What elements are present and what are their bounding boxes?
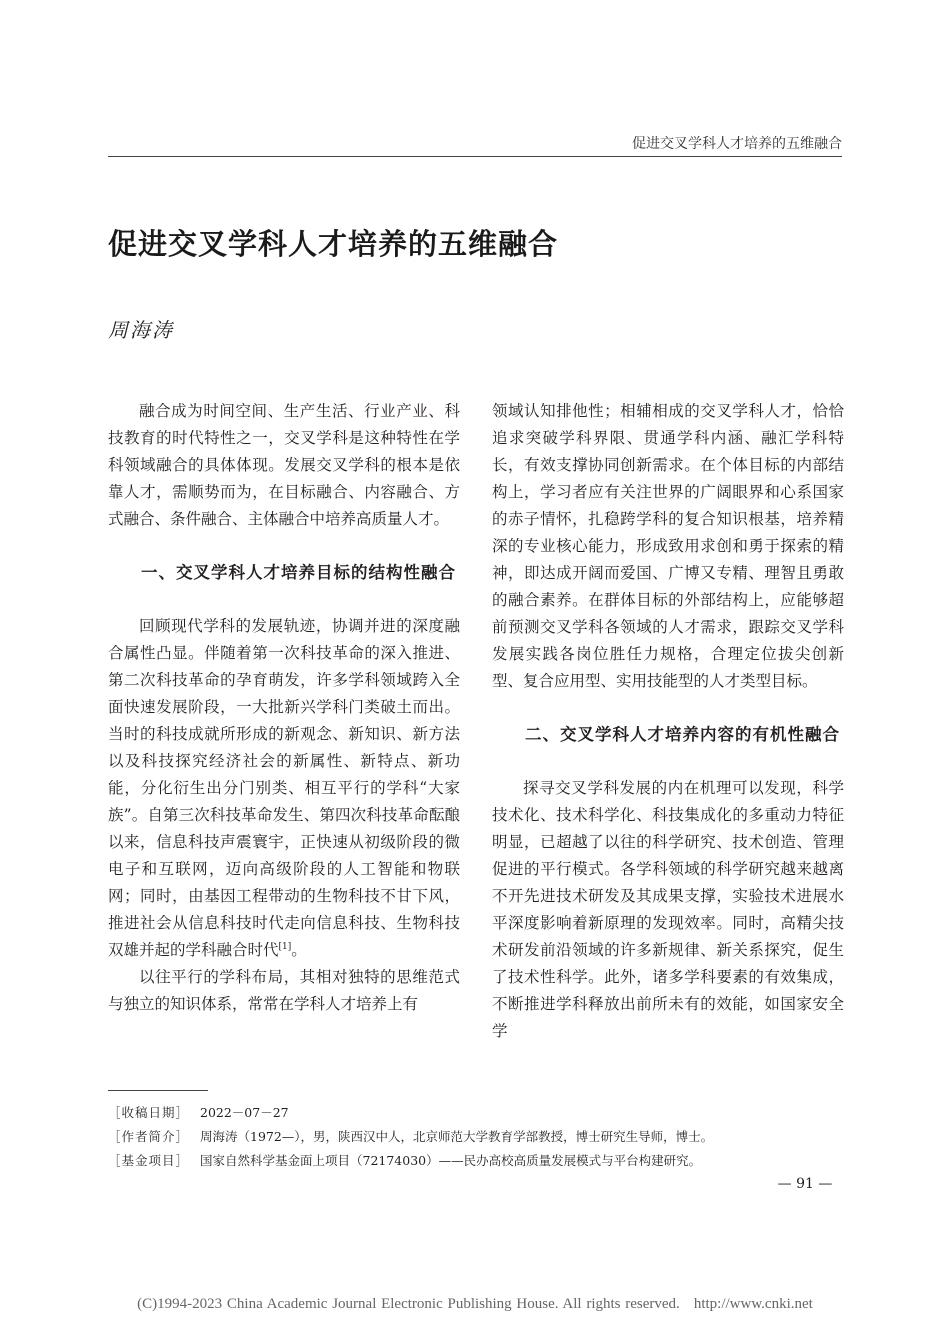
section-1-paragraph-1-end: 。: [291, 941, 307, 959]
article-title: 促进交叉学科人才培养的五维融合: [108, 227, 559, 261]
section-1-paragraph-1-text: 回顾现代学科的发展轨迹，协调并进的深度融合属性凸显。伴随着第一次科技革命的深入推进、第二次科技革命的孕育萌发，许多学科领域跨入全面快速发展阶段，一大批新兴学科门类破土而出。当时的科技成就所形成的新观念、新知识、新方法以及科技探究经济社会的新属性、新特点、新功能，分化衍生出分门别类、相互平行的学科“大家族”。自第三次科技革命发生、第四次科技革命酝酿以来，信息科技声震寰宇，正快速从初级阶段的微电子和互联网，迈向高级阶段的人工智能和物联网；同时，由基因工程带动的生物科技不甘下风，推进社会从信息科技时代走向信息科技、生物科技双雄并起的学科融合时代: [108, 617, 460, 959]
intro-paragraph: 融合成为时间空间、生产生活、行业产业、科技教育的时代特性之一，交叉学科是这种特性在学科领域融合的具体体现。发展交叉学科的根本是依靠人才，需顺势而为，在目标融合、内容融合、方式融合、条件融合、主体融合中培养高质量人才。: [108, 402, 460, 528]
header-rule: [108, 156, 842, 157]
footnote-label: ［收稿日期］: [108, 1105, 190, 1120]
section-1-heading: 一、交叉学科人才培养目标的结构性融合: [141, 563, 456, 582]
section-1-paragraph-2-continued: 领域认知排他性；相辅相成的交叉学科人才，恰恰追求突破学科界限、贯通学科内涵、融汇学科特长，有效支撑协同创新需求。在个体目标的内部结构上，学习者应有关注世界的广阔眼界和心系国家的赤子情怀，扎稳跨学科的复合知识根基，培养精深的专业核心能力，形成致用求创和勇于探索的精神，即达成开阔而爱国、广博又专精、理智且勇敢的融合素养。在群体目标的外部结构上，应能够超前预测交叉学科各领域的人才需求，跟踪交叉学科发展实践各岗位胜任力规格，合理定位拔尖创新型、复合应用型、实用技能型的人才类型目标。: [492, 402, 844, 690]
section-2-heading: 二、交叉学科人才培养内容的有机性融合: [525, 725, 840, 744]
section-2-paragraph-1: 探寻交叉学科发展的内在机理可以发现，科学技术化、技术科学化、科技集成化的多重动力特征明显，已超越了以往的科学研究、技术创造、管理促进的平行模式。各学科领域的科学研究越来越离不开先进技术研发及其成果支撑，实验技术进展水平深度影响着新原理的发现效率。同时，高精尖技术研发前沿领域的许多新规律、新关系探究，促生了技术性科学。此外，诸多学科要素的有效集成，不断推进学科释放出前所未有的效能，如国家安全学: [492, 779, 844, 1040]
footnote-received-date: [108, 1101, 848, 1125]
footnote-label: ［作者简介］: [108, 1129, 190, 1144]
citation-ref[interactable]: [1]: [278, 941, 292, 952]
section-1-paragraph-2: 以往平行的学科布局，其相对独特的思维范式与独立的知识体系，常常在学科人才培养上有: [108, 968, 460, 1013]
footnote-label: ［基金项目］: [108, 1153, 190, 1168]
footnote-author-bio: [108, 1125, 848, 1149]
copyright-link[interactable]: http://www.cnki.net: [693, 1296, 813, 1312]
section-1-paragraph-1: [108, 613, 460, 964]
footnotes: [108, 1101, 848, 1173]
running-header: 促进交叉学科人才培养的五维融合: [632, 136, 842, 152]
right-column: [492, 398, 844, 1045]
footnote-text: 周海涛（1972—），男，陕西汉中人，北京师范大学教育学部教授，博士研究生导师，博士。: [200, 1129, 714, 1144]
footnote-text: 国家自然科学基金面上项目（72174030）——民办高校高质量发展模式与平台构建研究。: [200, 1153, 702, 1168]
author-name: 周海涛: [108, 318, 174, 342]
left-column: [108, 398, 460, 1018]
footnote-rule: [108, 1090, 208, 1091]
footnote-text: 2022－07－27: [200, 1105, 289, 1120]
copyright-text: (C)1994-2023 China Academic Journal Electronic Publishing House. All rights reserved.: [137, 1296, 680, 1312]
copyright-footer: [0, 1296, 950, 1313]
page-number: — 91 —: [777, 1176, 833, 1192]
footnote-funding: [108, 1149, 848, 1173]
